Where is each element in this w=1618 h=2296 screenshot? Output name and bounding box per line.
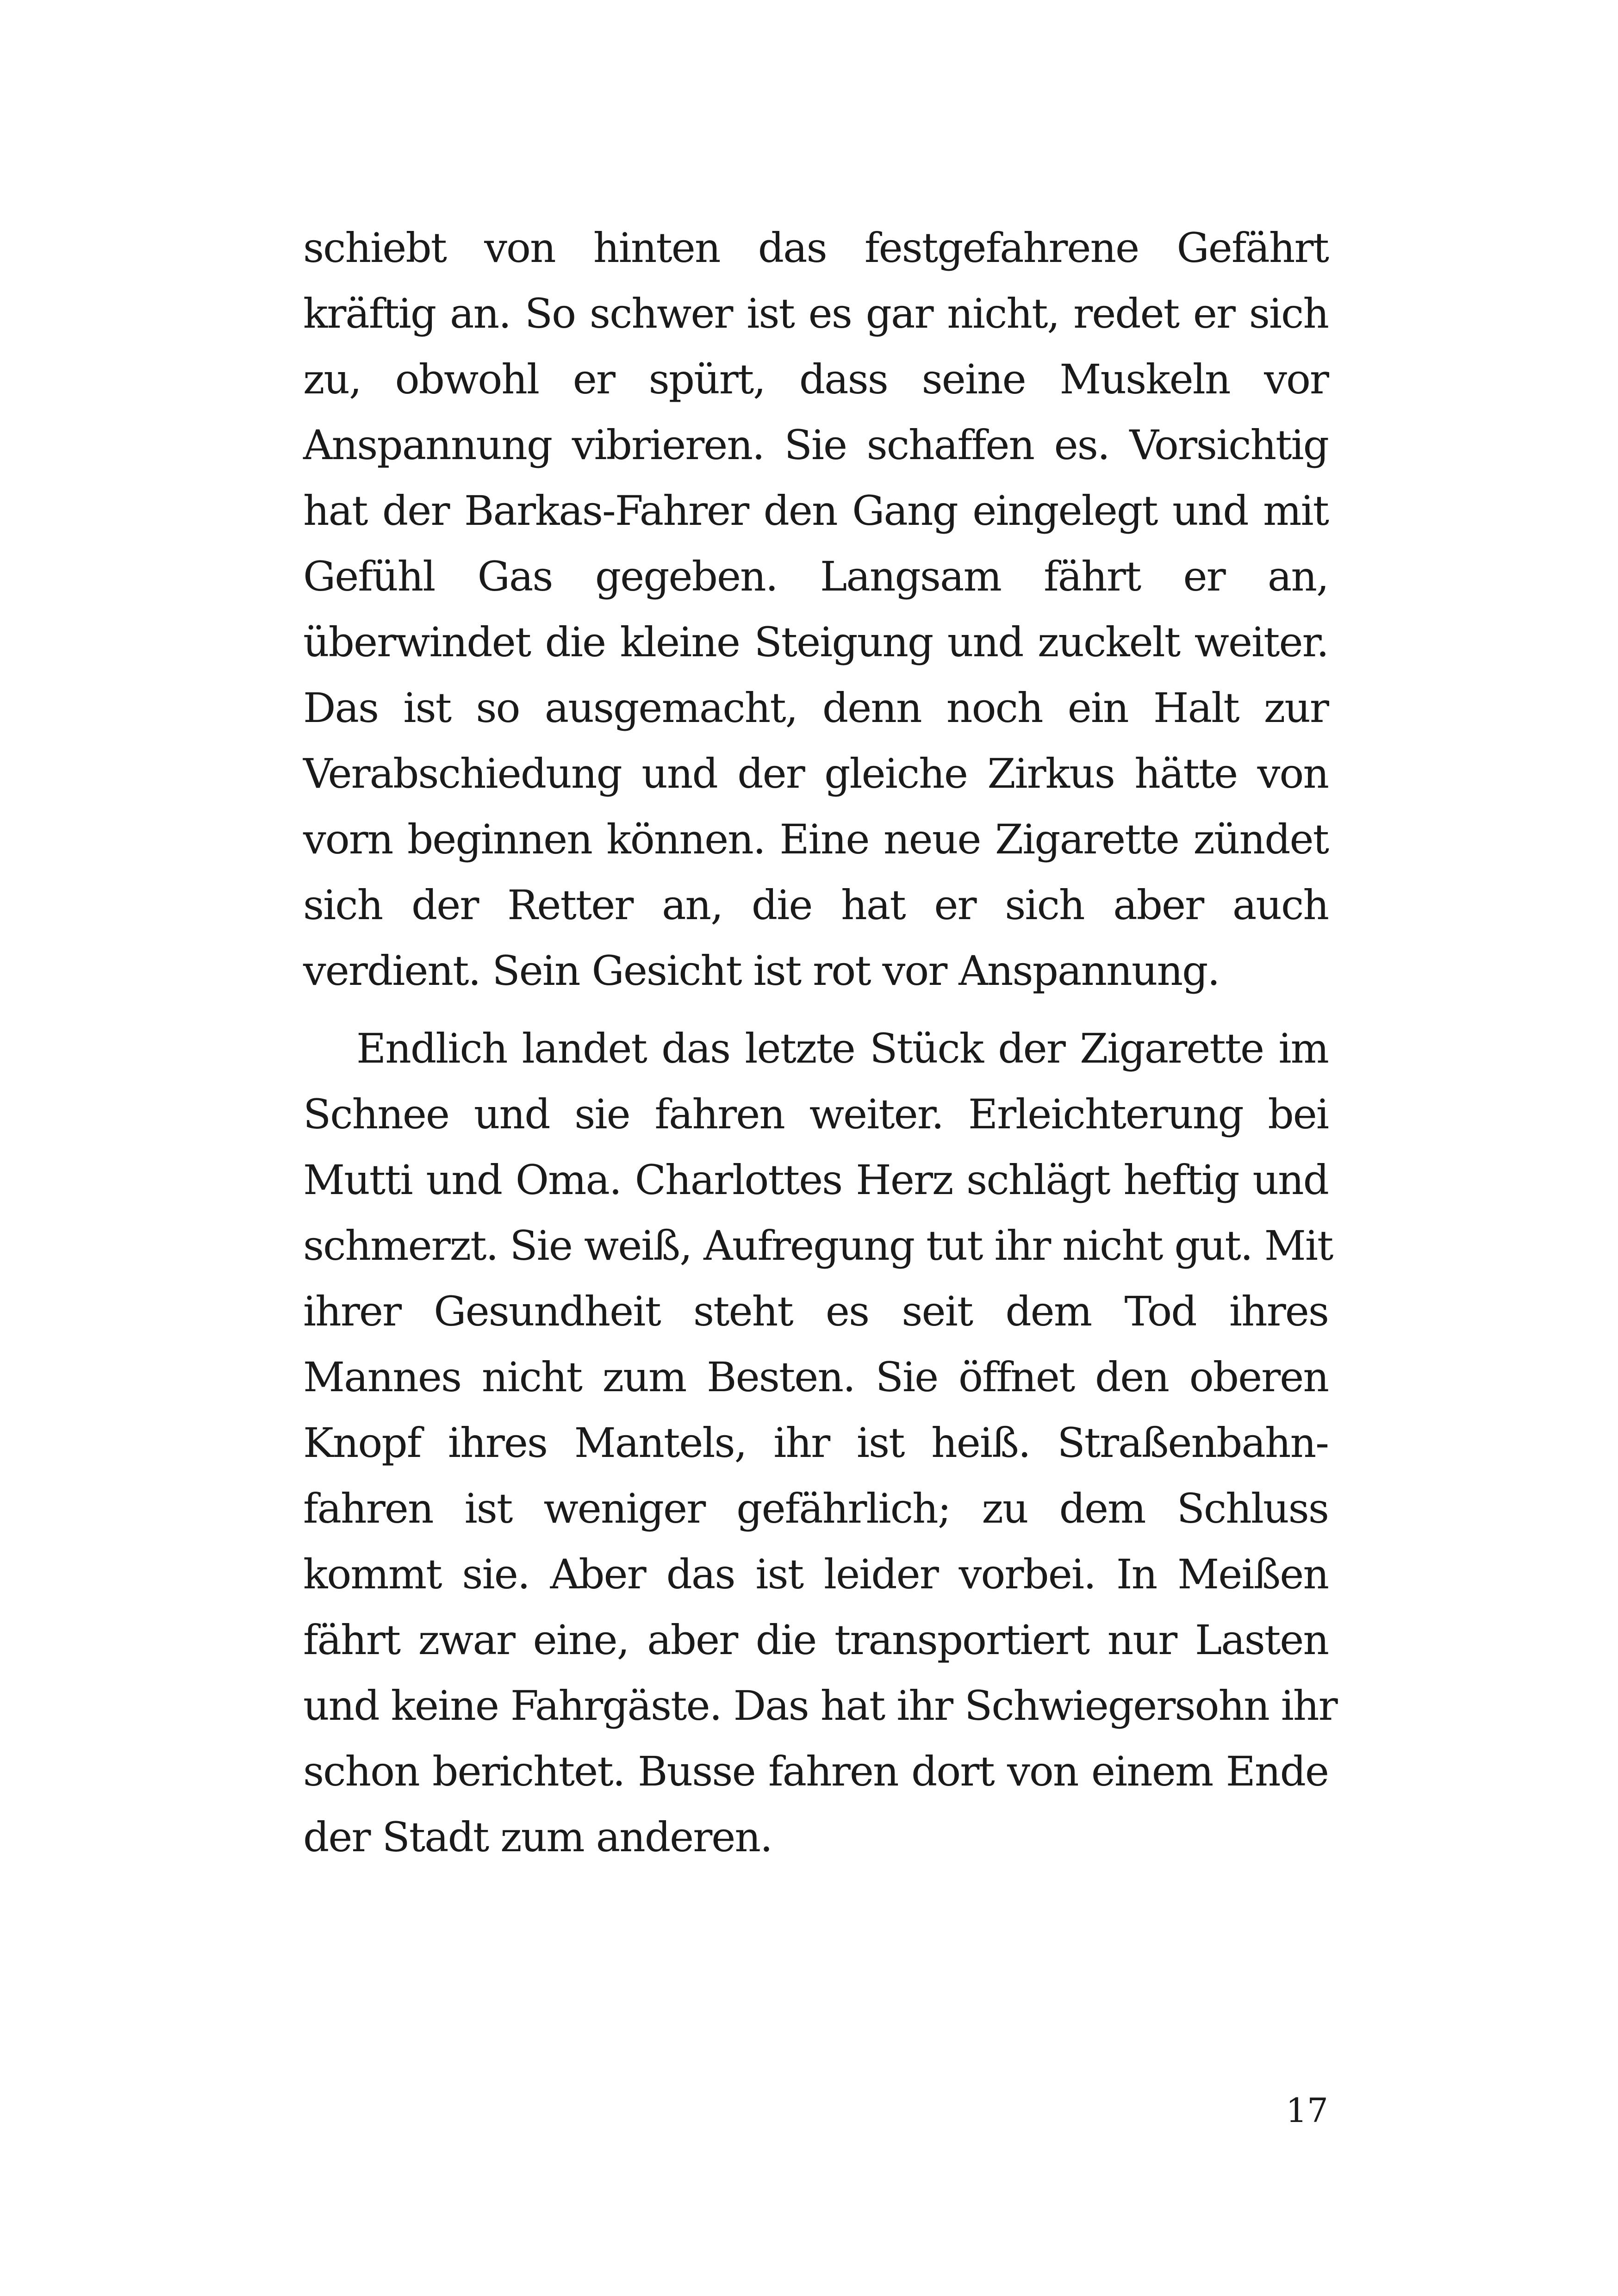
text-line-indented: Endlich landet das letzte Stück der Zigarette im	[356, 1025, 1328, 1072]
text-line: Knopf ihres Mantels, ihr ist heiß. Straßenbahn-	[303, 1419, 1328, 1467]
text-line: schon berichtet. Busse fahren dort von einem Ende	[303, 1748, 1328, 1795]
text-line: ihrer Gesundheit steht es seit dem Tod ihres	[303, 1288, 1328, 1335]
paragraph-1	[303, 215, 1328, 1004]
text-line: Mannes nicht zum Besten. Sie öffnet den oberen	[303, 1353, 1328, 1401]
text-line: schiebt von hinten das festgefahrene Gefährt	[303, 224, 1328, 272]
text-line: kommt sie. Aber das ist leider vorbei. In Meißen	[303, 1550, 1328, 1598]
text-line: überwindet die kleine Steigung und zuckelt weiter.	[303, 618, 1328, 666]
page-number: 17	[1286, 2091, 1328, 2130]
text-line: Das ist so ausgemacht, denn noch ein Halt zur	[303, 684, 1328, 732]
text-line: Schnee und sie fahren weiter. Erleichterung bei	[303, 1090, 1328, 1138]
text-line: hat der Barkas-Fahrer den Gang eingelegt und mit	[303, 487, 1328, 535]
text-line: sich der Retter an, die hat er sich aber auch	[303, 881, 1328, 929]
text-line: Mutti und Oma. Charlottes Herz schlägt heftig und	[303, 1156, 1328, 1204]
text-line: zu, obwohl er spürt, dass seine Muskeln vor	[303, 355, 1328, 403]
text-line: fahren ist weniger gefährlich; zu dem Schluss	[303, 1485, 1328, 1532]
paragraph-2	[303, 1016, 1337, 1870]
text-line: Verabschiedung und der gleiche Zirkus hätte von	[303, 750, 1328, 797]
text-line: fährt zwar eine, aber die transportiert nur Lasten	[303, 1616, 1328, 1664]
text-line: der Stadt zum anderen.	[303, 1813, 772, 1861]
text-line: Gefühl Gas gegeben. Langsam fährt er an,	[303, 553, 1328, 600]
text-line: Anspannung vibrieren. Sie schaffen es. Vorsichtig	[303, 421, 1328, 469]
text-line: verdient. Sein Gesicht ist rot vor Anspannung.	[303, 947, 1220, 995]
text-line: kräftig an. So schwer ist es gar nicht, redet er sich	[303, 290, 1328, 337]
text-line: schmerzt. Sie weiß, Aufregung tut ihr nicht gut. Mit	[303, 1222, 1333, 1269]
text-line: vorn beginnen können. Eine neue Zigarette zündet	[303, 815, 1328, 863]
text-line: und keine Fahrgäste. Das hat ihr Schwiegersohn ihr	[303, 1682, 1337, 1730]
